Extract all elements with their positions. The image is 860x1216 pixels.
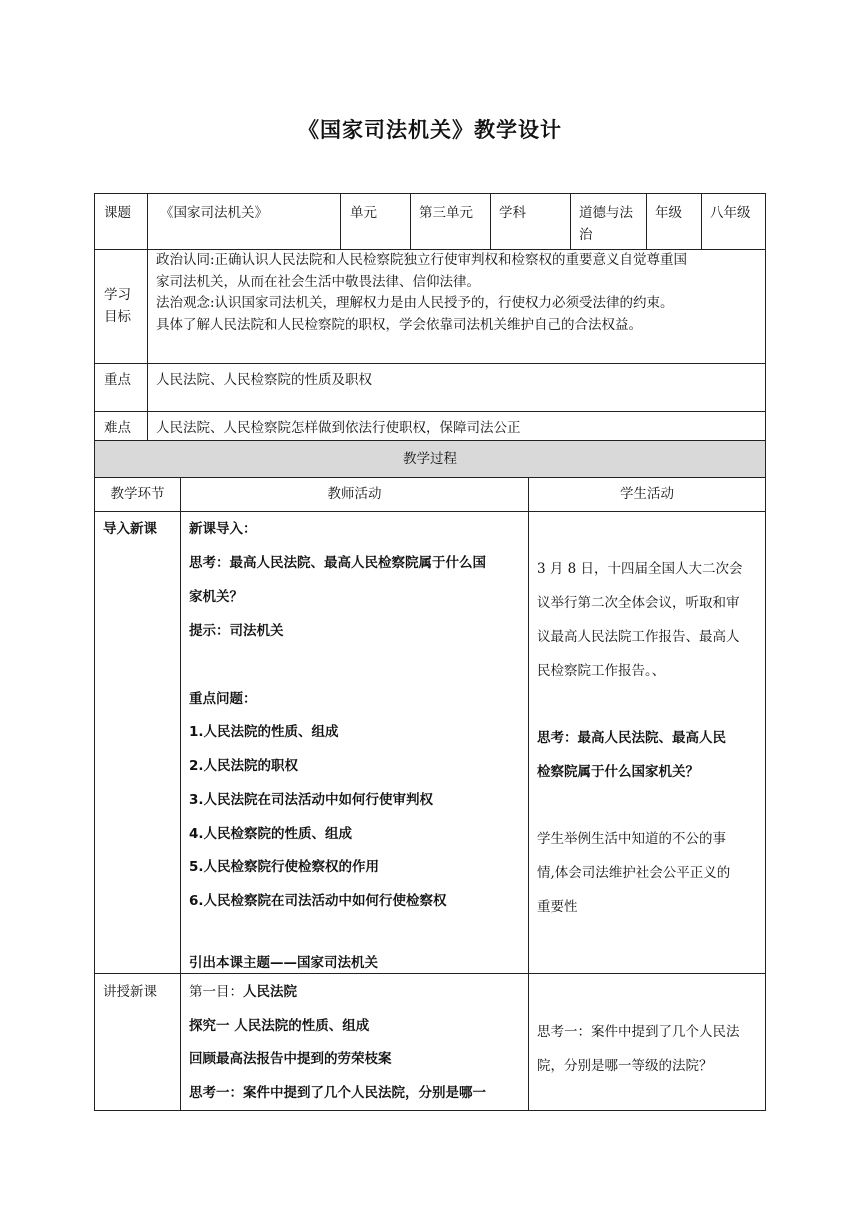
intro-teacher-think-line: 思考：最高人民法院、最高人民检察院属于什么国 [189, 555, 486, 571]
intro-teacher-hint: 提示：司法机关 [189, 623, 284, 639]
column-header-student: 学生活动 [620, 486, 674, 502]
student-news-line: 3 月 8 日，十四届全国人大二次会 [537, 561, 743, 577]
subject-value [579, 202, 633, 246]
difficulty-label: 难点 [104, 420, 131, 436]
grade-label: 年级 [655, 205, 682, 221]
key-question-item: 2.人民法院的职权 [189, 758, 299, 774]
key-question-item: 1.人民法院的性质、组成 [189, 724, 339, 740]
lecture-review: 回顾最高法报告中提到的劳荣枝案 [189, 1051, 392, 1067]
lecture-think: 思考一：案件中提到了几个人民法院，分别是哪一 [189, 1085, 486, 1101]
intro-teacher-think-line: 家机关？ [189, 589, 243, 605]
table-rule [94, 511, 766, 512]
student-news-line: 议最高人民法院工作报告、最高人 [537, 629, 740, 645]
student-news-line: 议举行第二次全体会议，听取和审 [537, 595, 740, 611]
table-rule [94, 411, 766, 412]
unit-value: 第三单元 [419, 205, 473, 221]
objective-line: 家司法机关，从而在社会生活中敬畏法律、信仰法律。 [156, 273, 480, 290]
table-rule [147, 193, 148, 440]
key-question-item: 5.人民检察院行使检察权的作用 [189, 859, 380, 875]
intro-student-news [537, 552, 762, 688]
column-header-stage: 教学环节 [110, 486, 165, 502]
subject-line: 治 [579, 227, 593, 243]
student-think-line: 思考：最高人民法院、最高人民 [537, 730, 726, 746]
table-rule [94, 1110, 766, 1111]
table-rule [340, 193, 341, 249]
student-news-line: 民检察院工作报告。、 [537, 663, 666, 679]
key-point-label: 重点 [104, 372, 131, 388]
document-title: 《国家司法机关》教学设计 [298, 118, 562, 142]
lecture-student-line: 院，分别是哪一等级的法院？ [537, 1058, 713, 1074]
intro-teacher-key-questions: 重点问题： [189, 691, 257, 707]
table-rule [701, 193, 702, 249]
intro-teacher-lead: 新课导入： [189, 521, 257, 537]
table-rule [94, 193, 95, 440]
column-header-teacher: 教师活动 [327, 486, 382, 502]
key-question-item: 3.人民法院在司法活动中如何行使审判权 [189, 792, 434, 808]
intro-teacher-topic: 引出本课主题——国家司法机关 [189, 955, 378, 971]
topic-label: 课题 [104, 205, 131, 221]
student-example-line: 重要性 [537, 899, 578, 915]
objective-line: 政治认同:正确认识人民法院和人民检察院独立行使审判权和检察权的重要意义自觉尊重国 [156, 252, 688, 268]
key-question-item: 6.人民检察院在司法活动中如何行使检察权 [189, 893, 447, 909]
objectives-label-line: 学习 [104, 287, 131, 303]
objective-line: 法治观念:认识国家司法机关，理解权力是由人民授予的，行使权力必须受法律的约束。 [156, 295, 674, 311]
process-header: 教学过程 [403, 451, 457, 467]
lecture-student-think [537, 1015, 762, 1083]
table-rule [646, 193, 647, 249]
subject-line: 道德与法 [579, 205, 633, 221]
lecture-section-name: 人民法院 [243, 984, 297, 1000]
grade-value: 八年级 [710, 205, 751, 221]
table-rule [410, 193, 411, 249]
lecture-section [189, 981, 297, 1003]
student-think-line: 检察院属于什么国家机关？ [537, 764, 699, 780]
student-example-line: 学生举例生活中知道的不公的事 [537, 831, 726, 847]
intro-student-example [537, 822, 762, 924]
table-rule [94, 363, 766, 364]
intro-student-think [537, 721, 762, 789]
objective-line: 具体了解人民法院和人民检察院的职权，学会依靠司法机关维护自己的合法权益。 [156, 316, 642, 333]
lecture-stage: 讲授新课 [103, 984, 157, 1000]
table-rule [528, 477, 529, 1111]
objectives-text [156, 250, 761, 336]
table-rule [765, 440, 766, 1111]
student-example-line: 情,体会司法维护社会公平正义的 [537, 865, 731, 881]
objectives-label-line: 目标 [104, 309, 131, 325]
key-question-item: 4.人民检察院的性质、组成 [189, 826, 353, 842]
table-rule [570, 193, 571, 249]
key-point-text: 人民法院、人民检察院的性质及职权 [156, 372, 372, 388]
table-rule [94, 440, 95, 1111]
table-rule [94, 193, 766, 194]
unit-label: 单元 [350, 205, 377, 221]
difficulty-text: 人民法院、人民检察院怎样做到依法行使职权，保障司法公正 [156, 420, 521, 436]
topic-value: 《国家司法机关》 [160, 205, 268, 221]
lecture-section-prefix: 第一目： [189, 984, 243, 1000]
table-rule [490, 193, 491, 249]
lecture-explore: 探究一 人民法院的性质、组成 [189, 1018, 370, 1034]
lecture-student-line: 思考一：案件中提到了几个人民法 [537, 1024, 740, 1040]
intro-stage: 导入新课 [103, 521, 157, 537]
subject-label: 学科 [499, 205, 526, 221]
table-rule [94, 477, 766, 478]
table-rule [765, 193, 766, 440]
objectives-label [104, 284, 131, 328]
table-rule [180, 477, 181, 1111]
